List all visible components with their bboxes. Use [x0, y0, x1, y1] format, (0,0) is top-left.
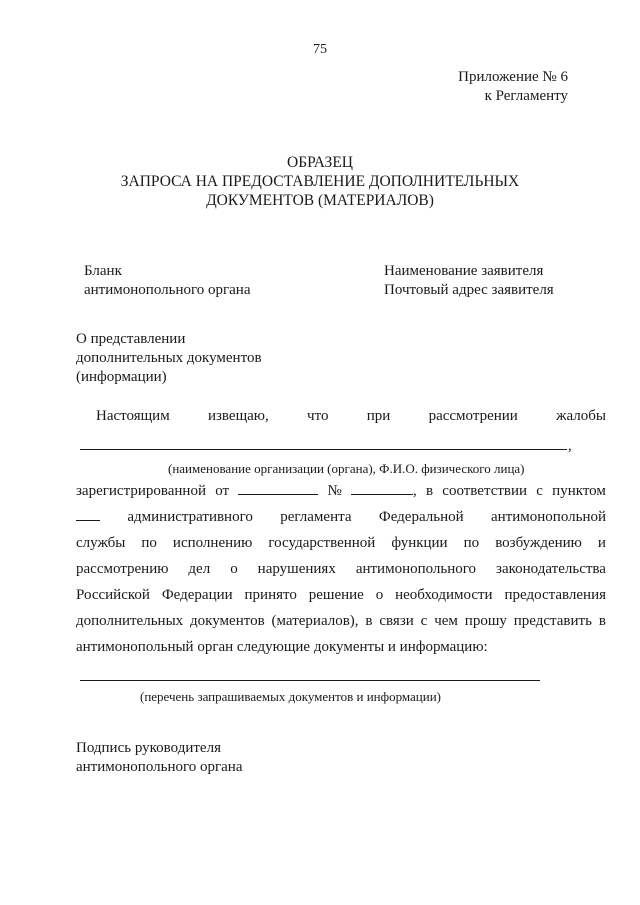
caption-complainant: (наименование организации (органа), Ф.И.О. физического лица) [168, 461, 525, 476]
body-word: Федерации [161, 587, 233, 603]
comma: , [568, 438, 572, 454]
body-word: от [215, 483, 230, 499]
body-word: административного [127, 509, 253, 525]
body-word: нарушениях [257, 561, 336, 577]
body-word: чем [434, 613, 458, 629]
date-field[interactable] [238, 493, 318, 495]
letterhead-block [84, 262, 251, 300]
appendix-line-1: Приложение № 6 [458, 69, 568, 85]
body-word: функции [391, 535, 448, 551]
body-word: и [597, 535, 606, 551]
body-word: принято [244, 587, 297, 603]
body-word: решение [308, 587, 364, 603]
body-word: необходимости [395, 587, 493, 603]
body-word: что [307, 408, 329, 424]
letterhead-line-2: антимонопольного органа [84, 282, 251, 298]
title-line-2: ЗАПРОСА НА ПРЕДОСТАВЛЕНИЕ ДОПОЛНИТЕЛЬНЫХ [120, 173, 520, 190]
body-word: о [230, 561, 238, 577]
body-word: с [536, 483, 543, 499]
body-word: в [425, 483, 434, 499]
body-word: при [366, 408, 391, 424]
body-line-2 [76, 483, 606, 500]
body-word: соответствии [442, 483, 528, 499]
body-word: службы [76, 535, 126, 551]
letterhead-line-1: Бланк [84, 263, 122, 279]
body-word: Федеральной [378, 509, 464, 525]
body-word: предоставления [504, 587, 606, 603]
appendix-line-2: к Регламенту [484, 88, 568, 104]
addressee-block [384, 262, 554, 300]
body-word: законодательства [496, 561, 606, 577]
subject-line-1: О представлении [76, 331, 186, 347]
body-word: дел [188, 561, 211, 577]
requested-documents-field[interactable] [80, 680, 540, 681]
body-word: связи [379, 613, 414, 629]
body-word: о [375, 587, 384, 603]
body-word: дополнительных [76, 613, 184, 629]
body-word: государственной [268, 535, 376, 551]
complainant-name-field[interactable] [80, 449, 567, 450]
body-word: в [365, 613, 373, 629]
body-word: пунктом [552, 483, 606, 499]
body-word: № [327, 483, 342, 499]
body-line-6 [76, 587, 606, 604]
body-word: Российской [76, 587, 150, 603]
addressee-line-1: Наименование заявителя [384, 263, 544, 279]
body-word: жалобы [556, 408, 606, 424]
page-number: 75 [313, 42, 327, 57]
body-word: антимонопольной [491, 509, 606, 525]
body-line-7 [76, 613, 606, 630]
body-word: с [420, 613, 428, 629]
subject-block [76, 330, 262, 387]
body-word: прошу [464, 613, 507, 629]
body-word: зарегистрированной [76, 483, 206, 499]
addressee-line-2: Почтовый адрес заявителя [384, 282, 554, 298]
subject-line-3: (информации) [76, 369, 167, 385]
body-word: антимонопольного [355, 561, 477, 577]
document-title [0, 153, 640, 210]
body-line-5 [76, 561, 606, 578]
signature-line-1: Подпись руководителя [76, 740, 221, 756]
registration-number-field[interactable] [351, 493, 413, 495]
clause-number-field[interactable] [76, 519, 100, 521]
signature-block [76, 739, 243, 777]
title-line-3: ДОКУМЕНТОВ (МАТЕРИАЛОВ) [206, 192, 434, 209]
body-line-8: антимонопольный орган следующие документы и информацию: [76, 639, 488, 655]
body-word: регламента [280, 509, 352, 525]
body-word: по [141, 535, 157, 551]
body-line-1 [96, 408, 606, 425]
body-word: рассмотрению [76, 561, 169, 577]
appendix-reference [458, 68, 568, 106]
body-word: , [413, 483, 417, 499]
title-line-1: ОБРАЗЕЦ [287, 154, 353, 171]
caption-requested-documents: (перечень запрашиваемых документов и информации) [140, 689, 441, 704]
body-line-4 [76, 535, 606, 552]
body-word: в [598, 613, 606, 629]
body-word: возбуждению [495, 535, 582, 551]
body-word: исполнению [172, 535, 253, 551]
body-word: по [463, 535, 480, 551]
signature-line-2: антимонопольного органа [76, 759, 243, 775]
number-group [351, 483, 417, 500]
body-word: извещаю, [207, 408, 269, 424]
body-word: рассмотрении [428, 408, 518, 424]
body-word: представить [513, 613, 592, 629]
body-line-3 [76, 509, 606, 526]
subject-line-2: дополнительных документов [76, 350, 262, 366]
body-word: (материалов), [271, 613, 359, 629]
body-word: документов [190, 613, 265, 629]
body-word: Настоящим [96, 408, 170, 424]
